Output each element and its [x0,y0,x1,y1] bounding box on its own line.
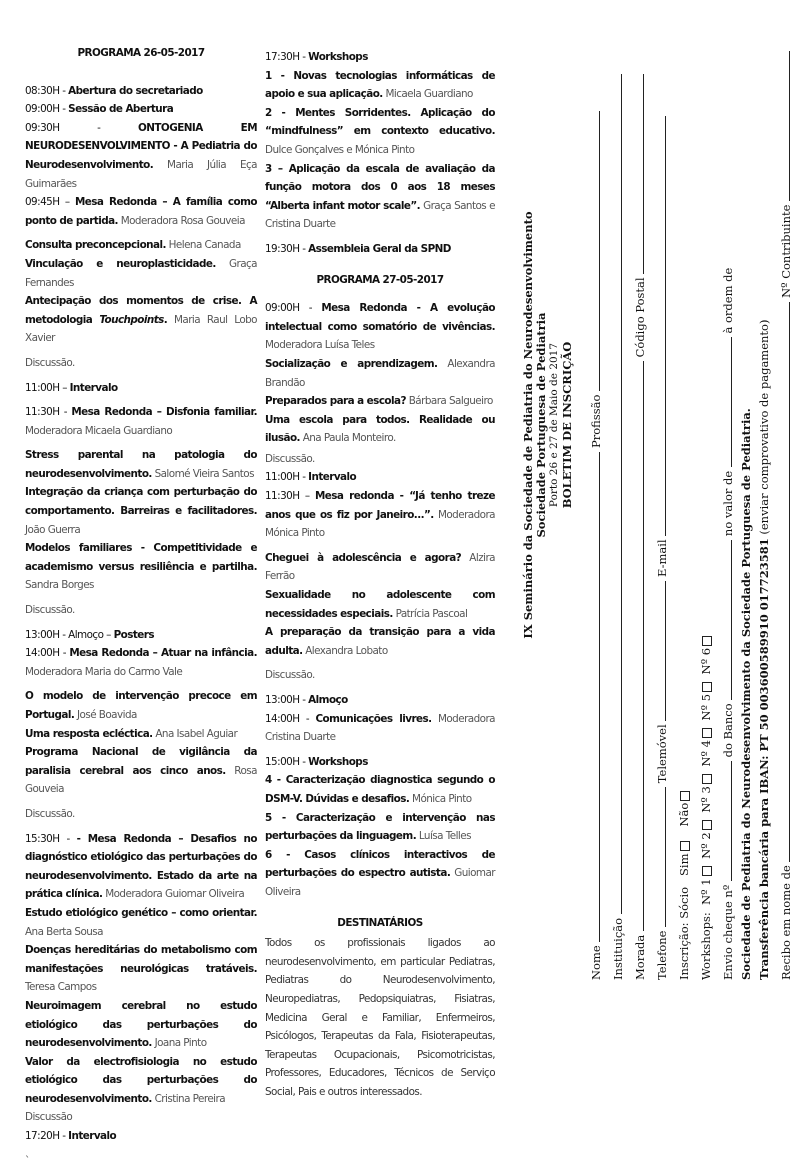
talk-escola: Uma escola para todos. Realidade ou ilusão. Ana Paula Monteiro. [265,413,495,445]
form-row-recibo [778,40,794,980]
recibo-label: Recibo em nome de [779,865,793,980]
talk-transicao: A preparação da transição para a vida adulta. Alexandra Lobato [265,626,495,657]
form-row-workshops [698,40,714,980]
workshop-1: 1 - Novas tecnologias informáticas de apoio e sua aplicação. Micaela Guardiano [265,69,495,101]
workshop-6: 6 - Casos clínicos interactivos de perturbações do espectro autista. Guiomar Oliveira [265,848,495,898]
talk-stress: Stress parental na patologia do neurodesenvolvimento. Salomé Vieira Santos [25,449,257,480]
form-society: Sociedade Portuguesa de Pediatria [534,312,548,538]
inscricao-label: Inscrição: Sócio [677,886,691,980]
talk-resposta: Uma resposta ecléctica. Ana Isabel Aguiar [25,727,238,740]
telefone-label: Telefone [655,930,669,980]
discussion: Discussão. [265,452,315,465]
email-field[interactable] [654,116,666,536]
day1-title: PROGRAMA 26-05-2017 [77,47,205,59]
telemovel-label: Telemóvel [655,724,669,784]
form-row-morada [632,40,648,980]
nome-label: Nome [589,945,603,980]
stray-mark: ` [25,1154,30,1167]
session-mesa-adolescencia: 11:30H – Mesa redonda - “Já tenho treze anos que os fiz por Janeiro...”. Moderadora Mónica Pinto [265,490,496,540]
session-opening: 09:00H - Sessão de Abertura [25,103,174,116]
session-lunch-posters: 13:00H - Almoço – Posters [25,628,154,641]
talk-metabolismo: Doenças hereditárias do metabolismo com manifestações neurológicas tratáveis. Teresa Campos [25,944,257,994]
discussion: Discussão [25,1111,73,1124]
session-mesa-disfonia: 11:30H - Mesa Redonda – Disfonia familiar. Moderadora Micaela Guardiano [25,406,257,437]
talk-neuroimagem: Neuroimagem cerebral no estudo etiológico das perturbações do neurodesenvolvimento. Joana Pinto [25,999,257,1050]
cheque-number-field[interactable] [720,761,732,881]
recibo-field[interactable] [778,302,790,862]
nao-checkbox[interactable] [680,791,690,801]
sim-checkbox[interactable] [680,842,690,852]
talk-integracao: Integração da criança com perturbação do comportamento. Barreiras e facilitadores. João Guerra [25,486,257,536]
ordem-label: à ordem de [721,267,735,334]
valor-field[interactable] [720,337,732,467]
telefone-field[interactable] [654,787,666,927]
valor-label: no valor de [721,470,735,537]
talk-preparados: Preparados para a escola? Bárbara Salgueiro [265,395,493,408]
talk-consulta: Consulta preconcepcional. Helena Canada [25,239,241,252]
ws-checkbox-6[interactable] [702,636,712,646]
registration-form [520,30,793,1000]
ws-checkbox-5[interactable] [702,682,712,692]
banco-label: do Banco [721,703,735,758]
talk-vinculacao: Vinculação e neuroplasticidade. Graça Fernandes [25,257,258,289]
workshop-5: 5 - Caracterização e intervenção nas perturbações da linguagem. Luísa Telles [265,811,495,843]
session-mesa-familia: 09:45H – Mesa Redonda – A família como ponto de partida. Moderadora Rosa Gouveia [25,196,258,227]
contribuinte-field[interactable] [778,51,790,201]
form-row-spnd: Sociedade de Pediatria do Neurodesenvolvimento da Sociedade Portuguesa de Pediatria. [739,408,753,980]
nome-field[interactable] [588,452,600,942]
form-bulletin-title: BOLETIM DE INSCRIÇÃO [560,341,574,509]
form-seminar-title: IX Seminário da Sociedade de Pediatria do Neurodesenvolvimento [521,211,535,639]
discussion: Discussão. [25,356,75,369]
talk-genetico: Estudo etiológico genético – como orientar. Ana Berta Sousa [25,906,257,938]
profissao-label: Profissão [589,394,603,448]
nao-label: Não [677,802,691,827]
codigo-postal-label: Código Postal [633,277,647,358]
profissao-field[interactable] [588,111,600,391]
form-date: Porto 26 e 27 de Maio de 2017 [548,342,560,508]
morada-field[interactable] [632,361,644,931]
workshops-label: Workshops: [699,912,713,980]
workshop-3: 3 – Aplicação da escala de avaliação da função motora dos 0 aos 18 meses “Alberta infant motor scale”. Graça Santos e Cristina Duarte [265,162,495,231]
ws-option-4: Nº 4 [699,740,713,767]
iban-note: (enviar comprovativo de pagamento) [757,319,771,539]
session-mesa-desafios: 15:30H - - Mesa Redonda – Desafios no diagnóstico etiológico das perturbações do neurodesenvolvimento. Estado da arte na prática clínica. Moderadora Guiomar Oliveira [25,832,257,901]
codigo-postal-field[interactable] [632,74,644,274]
telemovel-field[interactable] [654,581,666,721]
audience-text: Todos os profissionais ligados ao neurodesenvolvimento, em particular Pediatras, Pediatras do Neurodesenvolvimento, Neuropediatras, Pedopsiquiatras, Fisiatras, Medicina Geral e Familiar, Enfermeiros, Psicólogos, Terapeutas da Fala, Fisioterapeutas, Terapeutas Ocupacionais, Psicomotricistas, Professores, Educadores, Técnicos de Serviço Social, Pais e outros interessados. [265,937,495,1098]
instituicao-label: Instituição [611,917,625,980]
talk-intervencao-precoce: O modelo de intervenção precoce em Portugal. José Boavida [25,690,257,721]
workshop-2: 2 - Mentes Sorridentes. Aplicação do “mindfulness” em contexto educativo. Dulce Gonçalves e Mónica Pinto [265,106,495,156]
talk-modelos: Modelos familiares - Competitividade e academismo versus resiliência e partilha. Sandra Borges [25,542,257,592]
talk-socializacao: Socialização e aprendizagem. Alexandra Brandão [265,357,495,389]
discussion: Discussão. [25,807,75,820]
ws-checkbox-3[interactable] [702,774,712,784]
iban-text: Transferência bancária para IBAN: PT 50 003600589910 017723581 [757,538,771,980]
ws-option-5: Nº 5 [699,693,713,721]
session-comunicacoes: 14:00H - Comunicações livres. Moderadora Cristina Duarte [265,712,495,744]
talk-antecipacao: Antecipação dos momentos de crise. A metodologia Touchpoints. Maria Raul Lobo Xavier [25,295,257,345]
session-mesa-evolucao: 09:00H - Mesa Redonda - A evolução intelectual como somatório de vivências. Moderadora Luísa Teles [265,302,495,352]
session-opening-secretariat: 08:30H - Abertura do secretariado [25,84,203,97]
break-intervalo-2: 17:20H - Intervalo [25,1130,117,1143]
talk-paralisia: Programa Nacional de vigilância da paralisia cerebral aos cinco anos. Rosa Gouveia [25,746,257,796]
session-lunch: 13:00H - Almoço [265,694,348,706]
discussion: Discussão. [265,669,315,682]
ws-checkbox-2[interactable] [702,820,712,830]
envio-label: Envio cheque nº [721,884,735,980]
form-row-nome [588,40,604,980]
form-row-contacts [654,40,670,980]
form-row-inscricao [676,40,692,980]
talk-electrofisiologia: Valor da electrofisiologia no estudo etiológico das perturbações do neurodesenvolvimento. Cristina Pereira [25,1055,257,1105]
ws-checkbox-1[interactable] [702,866,712,876]
form-header [522,165,574,685]
form-row-instituicao [610,40,626,980]
session-workshops-2: 15:00H - Workshops [265,755,368,768]
ws-option-1: Nº 1 [699,878,713,905]
session-ontogenia: 09:30H - ONTOGENIA EM NEURODESENVOLVIMENTO - A Pediatria do Neurodesenvolvimento. Maria Júlia Eça Guimarães [25,121,258,190]
session-workshops: 17:30H - Workshops [265,51,368,63]
break-intervalo: 11:00H – Intervalo [25,381,118,394]
morada-label: Morada [633,934,647,980]
banco-field[interactable] [720,540,732,700]
program-day2-column [265,48,495,1101]
ws-option-3: Nº 3 [699,786,713,813]
talk-sexualidade: Sexualidade no adolescente com necessidades especiais. Patrícia Pascoal [265,589,495,620]
form-row-iban [756,40,772,980]
ws-option-2: Nº 2 [699,832,713,859]
talk-adolescencia: Cheguei à adolescência e agora? Alzira Ferrão [265,551,495,583]
break-intervalo-3: 11:00H - Intervalo [265,471,357,484]
program-day1-column [25,44,257,1170]
audience-title: DESTINATÁRIOS [337,916,423,929]
ws-checkbox-4[interactable] [702,728,712,738]
session-assembly: 19:30H - Assembleia Geral da SPND [265,242,451,255]
workshop-4: 4 - Caracterização diagnostica segundo o DSM-V. Dúvidas e desafios. Mónica Pinto [265,774,495,805]
form-row-cheque [720,40,736,980]
session-mesa-infancia: 14:00H - Mesa Redonda – Atuar na infância. Moderadora Maria do Carmo Vale [25,647,257,678]
instituicao-field[interactable] [610,74,622,914]
email-label: E-mail [655,539,669,578]
discussion: Discussão. [25,604,75,617]
sim-label: Sim [677,853,691,876]
ws-option-6: Nº 6 [699,647,713,675]
contribuinte-label: Nº Contribuinte [779,204,793,298]
day2-title: PROGRAMA 27-05-2017 [316,273,444,286]
